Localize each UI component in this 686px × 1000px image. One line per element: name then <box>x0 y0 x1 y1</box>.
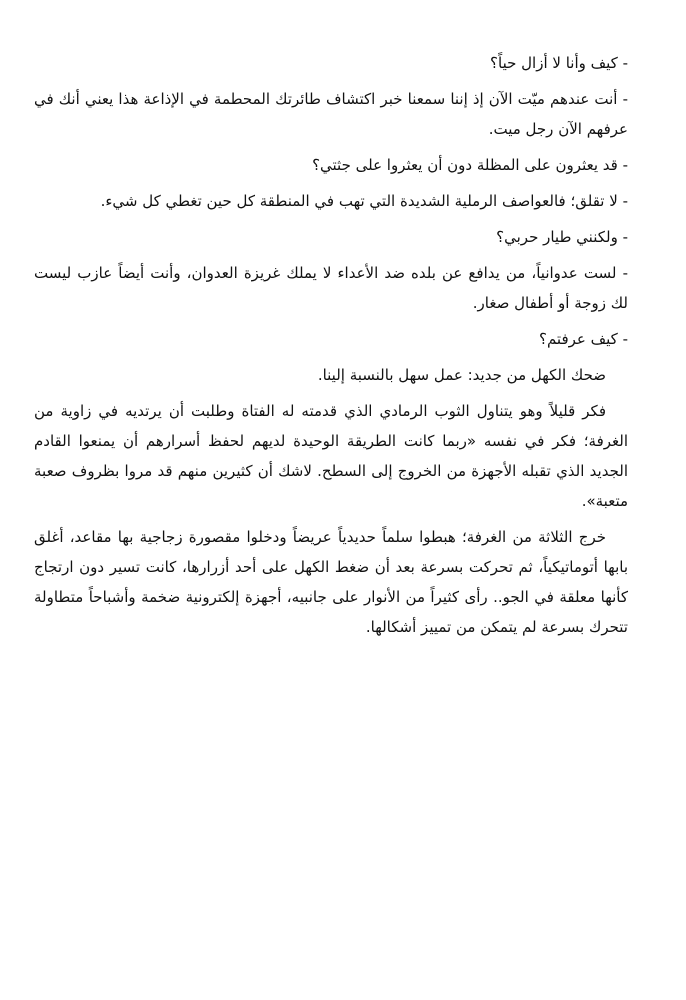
dialogue-line-dead-to-them: - أنت عندهم ميّت الآن إذ إننا سمعنا خبر اكتشاف طائرتك المحطمة في الإذاعة هذا يعني أنك في عرفهم الآن رجل ميت. <box>34 90 628 138</box>
dialogue-line-alive: - كيف وأنا لا أزال حياً؟ <box>490 54 628 72</box>
dialogue-line-sandstorms: - لا تقلق؛ فالعواصف الرملية الشديدة التي تهب في المنطقة كل حين تغطي كل شيء. <box>100 192 628 210</box>
dialogue-line-parachute: - قد يعثرون على المظلة دون أن يعثروا على جثتي؟ <box>312 156 628 174</box>
dialogue-line-war-pilot: - ولكنني طيار حربي؟ <box>496 228 628 246</box>
narration-old-man-laughed: ضحك الكهل من جديد: عمل سهل بالنسبة إلينا. <box>317 366 606 384</box>
narration-glass-cabin: خرج الثلاثة من الغرفة؛ هبطوا سلماً حديدياً عريضاً ودخلوا مقصورة زجاجية بها مقاعد، أغلق بابها أتوماتيكياً، ثم تحركت بسرعة بعد أن ضغط الكهل على أحد أزرارها، كانت تسير دون ارتجاج كأنها معلقة في الجو.. رأى كثيراً من الأنوار على جانبيه، أجهزة إلكترونية ضخمة وأشباحاً متطاولة تتحرك بسرعة لم يتمكن من تمييز أشكالها. <box>34 528 628 636</box>
dialogue-line-not-aggressive: - لست عدوانياً، من يدافع عن بلده ضد الأعداء لا يملك غريزة العدوان، وأنت أيضاً عازب ليست لك زوجة أو أطفال صغار. <box>34 264 628 312</box>
narration-grey-robe: فكر قليلاً وهو يتناول الثوب الرمادي الذي قدمته له الفتاة وطلبت أن يرتديه في زاوية من الغرفة؛ فكر في نفسه «ربما كانت الطريقة الوحيدة لديهم لحفظ أسرارهم أن يمنعوا القادم الجديد الذي تقبله الأجهزة من الخروج إلى السطح. لاشك أن كثيرين منهم قد مروا بظروف صعبة متعبة». <box>34 402 628 510</box>
dialogue-line-how-did-you-know: - كيف عرفتم؟ <box>538 330 628 348</box>
document-page <box>34 48 628 648</box>
